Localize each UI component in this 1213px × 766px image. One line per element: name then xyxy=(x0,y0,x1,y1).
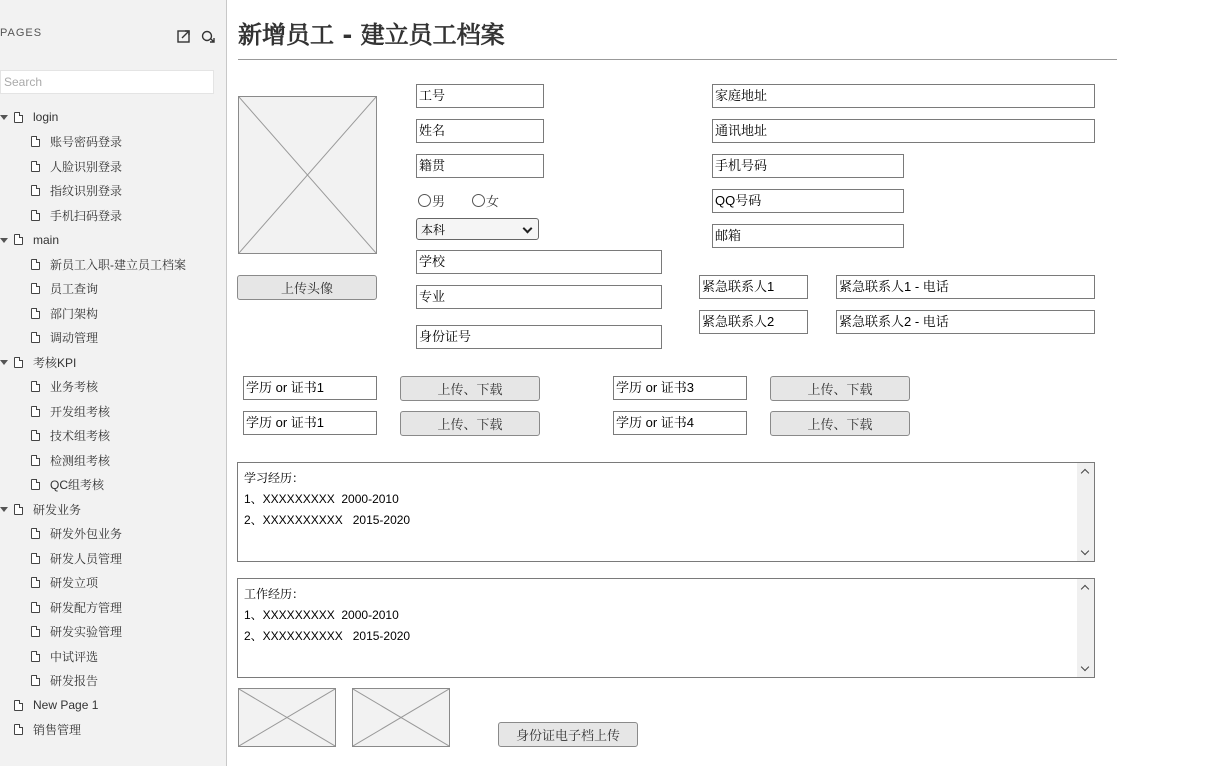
sidebar-item[interactable] xyxy=(31,644,98,668)
add-page-icon[interactable] xyxy=(177,29,191,43)
page-icon xyxy=(31,553,40,564)
sidebar-item-label: 中试评选 xyxy=(50,649,99,664)
certificate-4-upload-button[interactable]: 上传、下载 xyxy=(770,411,910,436)
sidebar-item-label: 研发配方管理 xyxy=(50,600,123,615)
sidebar-item-label: 账号密码登录 xyxy=(50,135,123,149)
certificate-3-upload-button[interactable]: 上传、下载 xyxy=(770,376,910,401)
sidebar-item[interactable] xyxy=(31,130,122,154)
sidebar-item-label: 调动管理 xyxy=(50,331,99,345)
page-icon xyxy=(14,357,23,368)
work-history-textarea[interactable] xyxy=(237,578,1095,678)
sidebar-item[interactable] xyxy=(31,375,98,399)
page-icon xyxy=(31,210,40,221)
home-address-field[interactable]: 家庭地址 xyxy=(712,84,1095,108)
page-icon xyxy=(31,332,40,343)
emergency-contact-2-phone-field[interactable]: 紧急联系人2 - 电话 xyxy=(836,310,1095,334)
sidebar-item-label: 部门架构 xyxy=(50,306,99,321)
sidebar-item[interactable] xyxy=(31,473,104,497)
search-input[interactable] xyxy=(0,70,214,94)
sidebar-item-label: 研发实验管理 xyxy=(50,625,123,639)
sidebar-item[interactable] xyxy=(14,497,81,521)
sidebar-item-label: 技术组考核 xyxy=(50,429,111,443)
sidebar-item[interactable] xyxy=(31,424,110,448)
upload-avatar-button[interactable]: 上传头像 xyxy=(237,275,377,300)
page-icon xyxy=(31,161,40,172)
name-field[interactable]: 姓名 xyxy=(416,119,544,143)
gender-female-label: 女 xyxy=(486,193,500,209)
gender-male-label: 男 xyxy=(432,193,446,209)
sidebar-item[interactable] xyxy=(14,693,98,717)
sidebar-item[interactable] xyxy=(14,228,59,252)
sidebar-item-label: main xyxy=(33,232,60,247)
education-selected-value: 本科 xyxy=(421,222,446,237)
sidebar-item-label: 指纹识别登录 xyxy=(50,184,123,198)
sidebar-item[interactable] xyxy=(31,179,122,203)
page-icon xyxy=(31,259,40,270)
sidebar-item-label: 开发组考核 xyxy=(50,404,111,419)
work-history-line: 1、XXXXXXXXX 2000-2010 xyxy=(244,608,399,622)
sidebar-item[interactable] xyxy=(31,669,98,693)
sidebar-item[interactable] xyxy=(31,326,98,350)
sidebar-item-label: 研发业务 xyxy=(33,502,82,517)
certificate-3-field[interactable]: 学历 or 证书3 xyxy=(613,376,747,400)
sidebar xyxy=(0,0,227,766)
sidebar-item-label: 人脸识别登录 xyxy=(50,159,123,174)
page-icon xyxy=(31,381,40,392)
page-icon xyxy=(31,308,40,319)
page-icon xyxy=(31,577,40,588)
sidebar-item[interactable] xyxy=(31,399,110,423)
sidebar-item[interactable] xyxy=(31,448,110,472)
sidebar-item-label: 手机扫码登录 xyxy=(50,208,123,223)
sidebar-item-label: 研发立项 xyxy=(50,576,99,590)
page-icon xyxy=(31,136,40,147)
certificate-4-field[interactable]: 学历 or 证书4 xyxy=(613,411,747,435)
page-icon xyxy=(14,504,23,515)
sidebar-item[interactable] xyxy=(31,571,98,595)
expand-caret-icon[interactable] xyxy=(0,360,8,365)
native-place-field[interactable]: 籍贯 xyxy=(416,154,544,178)
sidebar-item[interactable] xyxy=(31,301,98,325)
scroll-down-icon[interactable] xyxy=(1081,663,1089,671)
avatar-placeholder xyxy=(238,96,377,254)
sidebar-item-label: 研发外包业务 xyxy=(50,527,123,541)
emergency-contact-1-field[interactable]: 紧急联系人1 xyxy=(699,275,808,299)
sidebar-item-label: 销售管理 xyxy=(33,723,82,737)
page-icon xyxy=(31,626,40,637)
sidebar-item[interactable] xyxy=(31,620,122,644)
work-history-heading: 工作经历： xyxy=(244,587,305,601)
study-history-heading: 学习经历： xyxy=(244,471,305,485)
gender-male-radio[interactable] xyxy=(418,192,445,208)
radio-circle-icon xyxy=(472,194,485,207)
study-history-line: 2、XXXXXXXXXX 2015-2020 xyxy=(244,513,411,527)
add-folder-icon[interactable] xyxy=(201,29,215,43)
education-select[interactable] xyxy=(416,218,539,240)
sidebar-item-label: 考核KPI xyxy=(33,355,77,370)
certificate-2-upload-button[interactable]: 上传、下载 xyxy=(400,411,540,436)
id-number-field[interactable]: 身份证号 xyxy=(416,325,662,349)
page-icon xyxy=(31,283,40,294)
emergency-contact-2-field[interactable]: 紧急联系人2 xyxy=(699,310,808,334)
scrollbar[interactable] xyxy=(1077,579,1094,677)
page-icon xyxy=(31,675,40,686)
sidebar-item-label: 新员工入职-建立员工档案 xyxy=(50,257,186,272)
page-icon xyxy=(14,112,23,123)
sidebar-item[interactable] xyxy=(31,154,122,178)
work-history-line: 2、XXXXXXXXXX 2015-2020 xyxy=(244,629,411,643)
scroll-up-icon[interactable] xyxy=(1081,585,1089,593)
certificate-2-field[interactable]: 学历 or 证书1 xyxy=(243,411,377,435)
gender-female-radio[interactable] xyxy=(472,192,499,208)
sidebar-item-label: 检测组考核 xyxy=(50,453,111,468)
phone-field[interactable]: 手机号码 xyxy=(712,154,904,178)
id-card-back-placeholder xyxy=(352,688,450,747)
page-icon xyxy=(31,430,40,441)
id-upload-button[interactable]: 身份证电子档上传 xyxy=(498,722,638,747)
sidebar-item-label: 研发人员管理 xyxy=(50,551,123,566)
sidebar-item-label: 业务考核 xyxy=(50,380,99,394)
sidebar-item[interactable] xyxy=(14,350,76,374)
title-divider xyxy=(238,59,1117,60)
chevron-down-icon xyxy=(523,224,533,234)
emergency-contact-1-phone-field[interactable]: 紧急联系人1 - 电话 xyxy=(836,275,1095,299)
expand-caret-icon[interactable] xyxy=(0,238,8,243)
study-history-textarea[interactable] xyxy=(237,462,1095,562)
id-card-front-placeholder xyxy=(238,688,336,747)
school-field[interactable]: 学校 xyxy=(416,250,662,274)
page-icon xyxy=(31,185,40,196)
sidebar-item[interactable] xyxy=(31,546,122,570)
certificate-1-upload-button[interactable]: 上传、下载 xyxy=(400,376,540,401)
page-icon xyxy=(31,528,40,539)
page-icon xyxy=(31,455,40,466)
page-icon xyxy=(14,234,23,245)
page-icon xyxy=(14,700,23,711)
mail-address-field[interactable]: 通讯地址 xyxy=(712,119,1095,143)
page-icon xyxy=(31,479,40,490)
page-icon xyxy=(31,406,40,417)
sidebar-item[interactable] xyxy=(31,203,122,227)
radio-circle-icon xyxy=(418,194,431,207)
sidebar-item[interactable] xyxy=(31,595,122,619)
sidebar-item-label: 研发报告 xyxy=(50,674,99,688)
page-title: 新增员工 - 建立员工档案 xyxy=(238,21,505,49)
sidebar-item[interactable] xyxy=(31,252,186,276)
sidebar-item-label: QC组考核 xyxy=(50,478,105,492)
sidebar-item-label: login xyxy=(33,110,59,124)
sidebar-item[interactable] xyxy=(31,522,122,546)
page-icon xyxy=(14,724,23,735)
scrollbar[interactable] xyxy=(1077,463,1094,561)
page-icon xyxy=(31,602,40,613)
sidebar-item-label: New Page 1 xyxy=(33,698,99,712)
scroll-up-icon[interactable] xyxy=(1081,469,1089,477)
page-icon xyxy=(31,651,40,662)
expand-caret-icon[interactable] xyxy=(0,507,8,512)
certificate-1-field[interactable]: 学历 or 证书1 xyxy=(243,376,377,400)
study-history-line: 1、XXXXXXXXX 2000-2010 xyxy=(244,492,399,506)
sidebar-item[interactable] xyxy=(14,105,58,129)
sidebar-item[interactable] xyxy=(14,718,81,742)
expand-caret-icon[interactable] xyxy=(0,115,8,120)
scroll-down-icon[interactable] xyxy=(1081,547,1089,555)
sidebar-item-label: 员工查询 xyxy=(50,282,99,296)
email-field[interactable]: 邮箱 xyxy=(712,224,904,248)
sidebar-item[interactable] xyxy=(31,277,98,301)
qq-field[interactable]: QQ号码 xyxy=(712,189,904,213)
sidebar-title: PAGES xyxy=(0,27,43,39)
major-field[interactable]: 专业 xyxy=(416,285,662,309)
job-number-field[interactable]: 工号 xyxy=(416,84,544,108)
